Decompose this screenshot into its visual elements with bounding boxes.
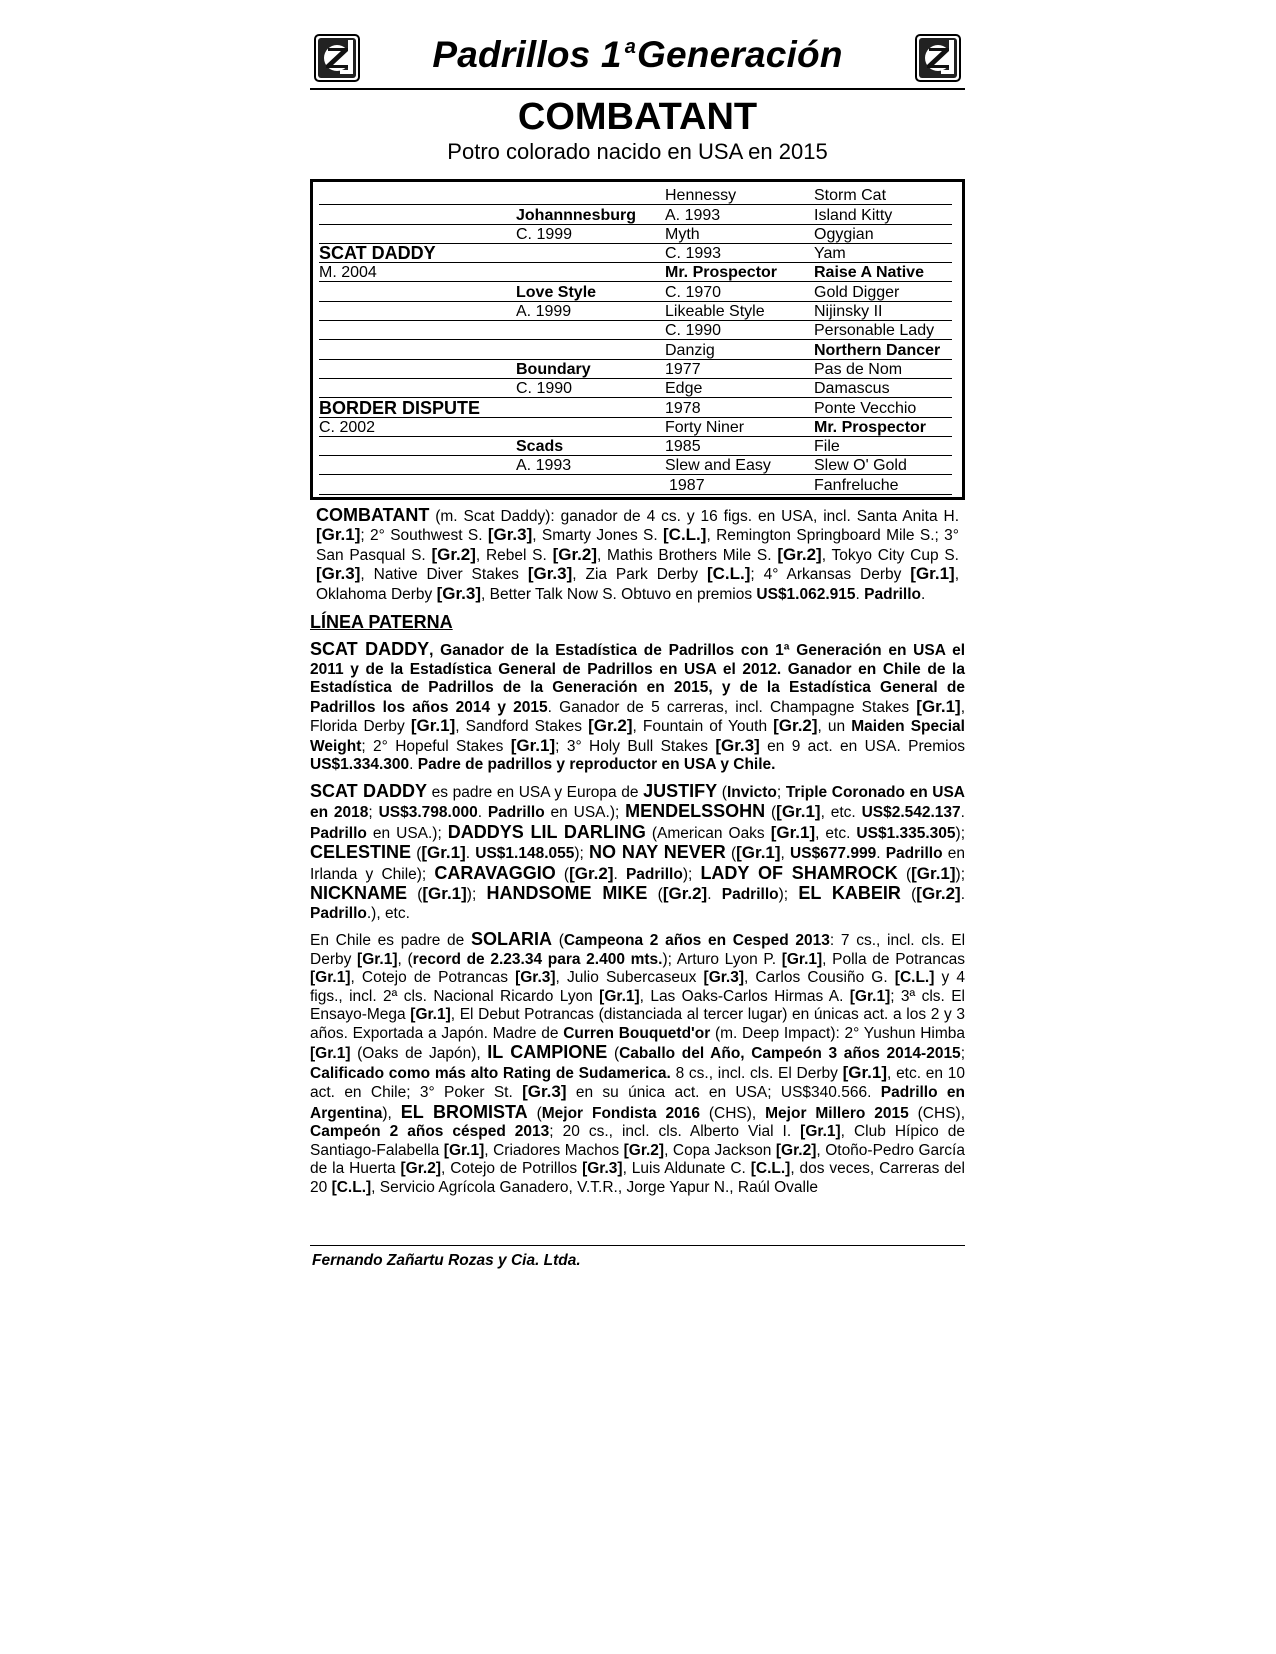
pedigree-row: Love Style C. 1970 Gold Digger bbox=[319, 282, 956, 301]
pedigree-row: A. 1993 Slew and Easy Slew O' Gold bbox=[319, 456, 956, 475]
dam-name: BORDER DISPUTE bbox=[319, 400, 516, 418]
pedigree-row: C. 1990 Edge Damascus bbox=[319, 379, 956, 398]
paragraph-chile-progeny: En Chile es padre de SOLARIA (Campeona 2 años en Cesped 2013: 7 cs., incl. cls. El Derby [Gr.1], (record de 2.23.34 para 2.400 mts.); Arturo Lyon P. [Gr.1], Polla de Potrancas [Gr.1], Cotejo de Potrancas [Gr.3], Julio Subercaseux [Gr.3], Carlos Cousiño G. [C.L.] y 4 figs., incl. 2ª cls. Nacional Ricardo Lyon [Gr.1], Las Oaks-Carlos Hirmas A. [Gr.1]; 3ª cls. El Ensayo-Mega [Gr.1], El Debut Potrancas (distanciada al tercer lugar) en únicas act. a los 2 y 3 años. Exportada a Japón. Madre de Curren Bouquetd'or (m. Deep Impact): 2° Yushun Himba [Gr.1] (Oaks de Japón), IL CAMPIONE (Caballo del Año, Campeón 3 años 2014-2015; Calificado como más alto Rating de Sudamerica. 8 cs., incl. cls. El Derby [Gr.1], etc. en 10 act. en Chile; 3° Poker St. [Gr.3] en su única act. en USA; US$340.566. Padrillo en Argentina), EL BROMISTA (Mejor Fondista 2016 (CHS), Mejor Millero 2015 (CHS), Campeón 2 años césped 2013; 20 cs., incl. cls. Alberto Vial I. [Gr.1], Club Hípico de Santiago-Falabella [Gr.1], Criadores Machos [Gr.2], Copa Jackson [Gr.2], Otoño-Pedro García de la Huerta [Gr.2], Cotejo de Potrillos [Gr.3], Luis Aldunate C. [C.L.], dos veces, Carreras del 20 [C.L.], Servicio Agrícola Ganadero, V.T.R., Jorge Yapur N., Raúl Ovalle bbox=[310, 929, 966, 1196]
header-title: Padrillos 1 $^a$Generación bbox=[432, 34, 843, 75]
horse-name: COMBATANT bbox=[517, 96, 758, 138]
paragraph-sire-progeny: SCAT DADDY es padre en USA y Europa de JUSTIFY (Invicto; Triple Coronado en USA en 2018; US$3.798.000. Padrillo en USA.); MENDELSSOHN ([Gr.1], etc. US$2.542.137. Padrillo en USA.); DADDYS LIL DARLING (American Oaks [Gr.1], etc. US$1.335.305); CELESTINE ([Gr.1]. US$1.148.055); NO NAY NEVER ([Gr.1], US$677.999. Padrillo en Irlanda y Chile); CARAVAGGIO ([Gr.2]. Padrillo); LADY OF SHAMROCK ([Gr.1]); NICKNAME ([Gr.1]); HANDSOME MIKE ([Gr.2]. Padrillo); EL KABEIR ([Gr.2]. Padrillo.), etc. bbox=[310, 780, 966, 922]
pedigree-table bbox=[310, 179, 965, 500]
pedigree-row: Johannnesburg A. 1993 Island Kitty bbox=[319, 205, 956, 224]
race-record: COMBATANT (m. Scat Daddy): ganador de 4 cs. y 16 figs. en USA, incl. Santa Anita H. [Gr.1]; 2° Southwest S. [Gr.3], Smarty Jones S. [C.L.], Remington Springboard Mile S.; 3° San Pasqual S. [Gr.2], Rebel S. [Gr.2], Mathis Brothers Mile S. [Gr.2], Tokyo City Cup S. [Gr.3], Native Diver Stakes [Gr.3], Zia Park Derby [C.L.]; 4° Arkansas Derby [Gr.1], Oklahoma Derby [Gr.3], Better Talk Now S. Obtuvo en premios US$1.062.915. Padrillo. bbox=[316, 504, 959, 603]
paragraph-sire-record: SCAT DADDY, Ganador de la Estadística de Padrillos con 1ª Generación en USA el 2011 y de la Estadística General de Padrillos en USA el 2012. Ganador en Chile de la Estadística de Padrillos de la Generación en 2015, y de la Estadística General de Padrillos los años 2014 y 2015. Ganador de 5 carreras, incl. Champagne Stakes [Gr.1], Florida Derby [Gr.1], Sandford Stakes [Gr.2], Fountain of Youth [Gr.2], un Maiden Special Weight; 2° Hopeful Stakes [Gr.1]; 3° Holy Bull Stakes [Gr.3] en 9 act. en USA. Premios US$1.334.300. Padre de padrillos y reproductor en USA y Chile. bbox=[310, 639, 965, 774]
pedigree-row: M. 2004 Mr. Prospector Raise A Native bbox=[319, 263, 956, 282]
pedigree-row: Hennessy Storm Cat bbox=[319, 186, 956, 205]
footer-divider bbox=[310, 1245, 965, 1246]
section-title: LÍNEA PATERNA bbox=[310, 612, 453, 633]
stud-logo-right bbox=[915, 34, 961, 82]
pedigree-row: BORDER DISPUTE 1978 Ponte Vecchio bbox=[319, 398, 956, 417]
page-header bbox=[310, 30, 965, 90]
pedigree-row: Boundary 1977 Pas de Nom bbox=[319, 360, 956, 379]
pedigree-row: A. 1999 Likeable Style Nijinsky II bbox=[319, 302, 956, 321]
pedigree-row: C. 1990 Personable Lady bbox=[319, 321, 956, 340]
horse-description: Potro colorado nacido en USA en 2015 bbox=[447, 139, 828, 164]
sire-name: SCAT DADDY bbox=[319, 245, 516, 263]
page bbox=[310, 30, 965, 1197]
pedigree-row: C. 2002 Forty Niner Mr. Prospector bbox=[319, 418, 956, 437]
pedigree-row: SCAT DADDY C. 1993 Yam bbox=[319, 244, 956, 263]
pedigree-row: Scads 1985 File bbox=[319, 437, 956, 456]
pedigree-row: C. 1999 Myth Ogygian bbox=[319, 225, 956, 244]
footer-company: Fernando Zañartu Rozas y Cia. Ltda. bbox=[312, 1252, 581, 1269]
pedigree-row: 1987 Fanfreluche bbox=[319, 475, 956, 494]
pedigree-row: Danzig Northern Dancer bbox=[319, 340, 956, 359]
